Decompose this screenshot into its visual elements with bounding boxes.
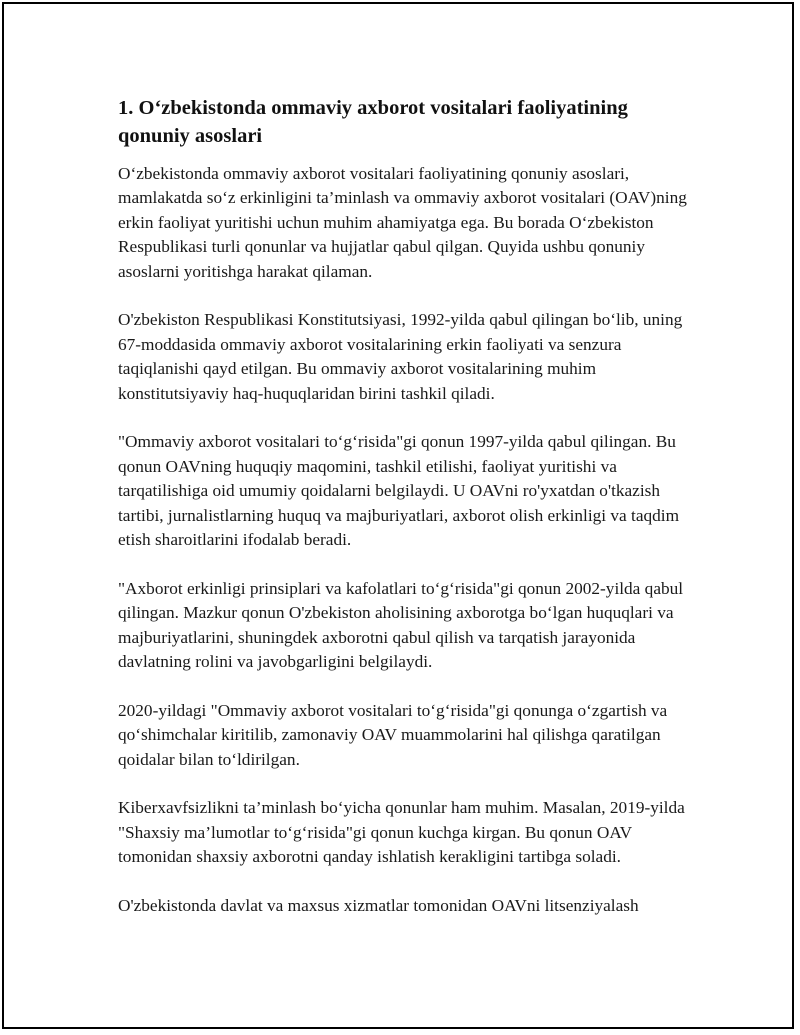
paragraph-intro: O‘zbekistonda ommaviy axborot vositalari faoliyatining qonuniy asoslari, mamlakatda so‘z erkinligini ta’minlash va ommaviy axborot vositalari (OAV)ning erkin faoliyat yuritishi uchun muhim ahamiyatga ega. Bu borada O‘zbekiston Respublikasi turli qonunlar va hujjatlar qabul qilgan. Quyida ushbu qonuniy asoslarni yoritishga harakat qilaman.: [118, 164, 687, 281]
paragraph-information-freedom-law: "Axborot erkinligi prinsiplari va kafolatlari to‘g‘risida"gi qonun 2002-yilda qabul qilingan. Mazkur qonun O'zbekiston aholisining axborotga bo‘lgan huquqlari va majburiyatlarini, shuningdek axborotni qabul qilish va tarqatish jarayonida davlatning rolini va javobgarligini belgilaydi.: [118, 578, 684, 672]
paragraph-amendments-2020: 2020-yildagi "Ommaviy axborot vositalari to‘g‘risida"gi qonunga o‘zgartish va qo‘shimchalar kiritilib, zamonaviy OAV muammolarini hal qilishga qaratilgan qoidalar bilan to‘ldirilgan.: [118, 700, 668, 769]
section-heading: 1. O‘zbekistonda ommaviy axborot vositalari faoliyatining qonuniy asoslari: [118, 97, 628, 147]
paragraph-licensing: O'zbekistonda davlat va maxsus xizmatlar tomonidan OAVni litsenziyalash: [118, 896, 639, 916]
paragraph-media-law-1997: "Ommaviy axborot vositalari to‘g‘risida"gi qonun 1997-yilda qabul qilingan. Bu qonun OAVning huquqiy maqomini, tashkil etilishi, faoliyat yuritishi va tarqatilishiga oid umumiy qoidalarni belgilaydi. U OAVni ro'yxatdan o'tkazish tartibi, jurnalistlarning huquq va majburiyatlari, axborot olish erkinligi va taqdim etish sharoitlarini ifodalab beradi.: [118, 432, 680, 550]
paragraph-cybersecurity: Kiberxavfsizlikni ta’minlash bo‘yicha qonunlar ham muhim. Masalan, 2019-yilda "Shaxsiy ma’lumotlar to‘g‘risida"gi qonun kuchga kirgan. Bu qonun OAV tomonidan shaxsiy axborotni qanday ishlatish kerakligini tartibga soladi.: [118, 798, 685, 867]
paragraph-constitution: O'zbekiston Respublikasi Konstitutsiyasi, 1992-yilda qabul qilingan bo‘lib, uning 67-moddasida ommaviy axborot vositalarining erkin faoliyati va senzura taqiqlanishi qayd etilgan. Bu ommaviy axborot vositalarining muhim konstitutsiyaviy haq-huquqlaridan birini tashkil qiladi.: [118, 310, 683, 403]
document-body: [118, 94, 690, 943]
